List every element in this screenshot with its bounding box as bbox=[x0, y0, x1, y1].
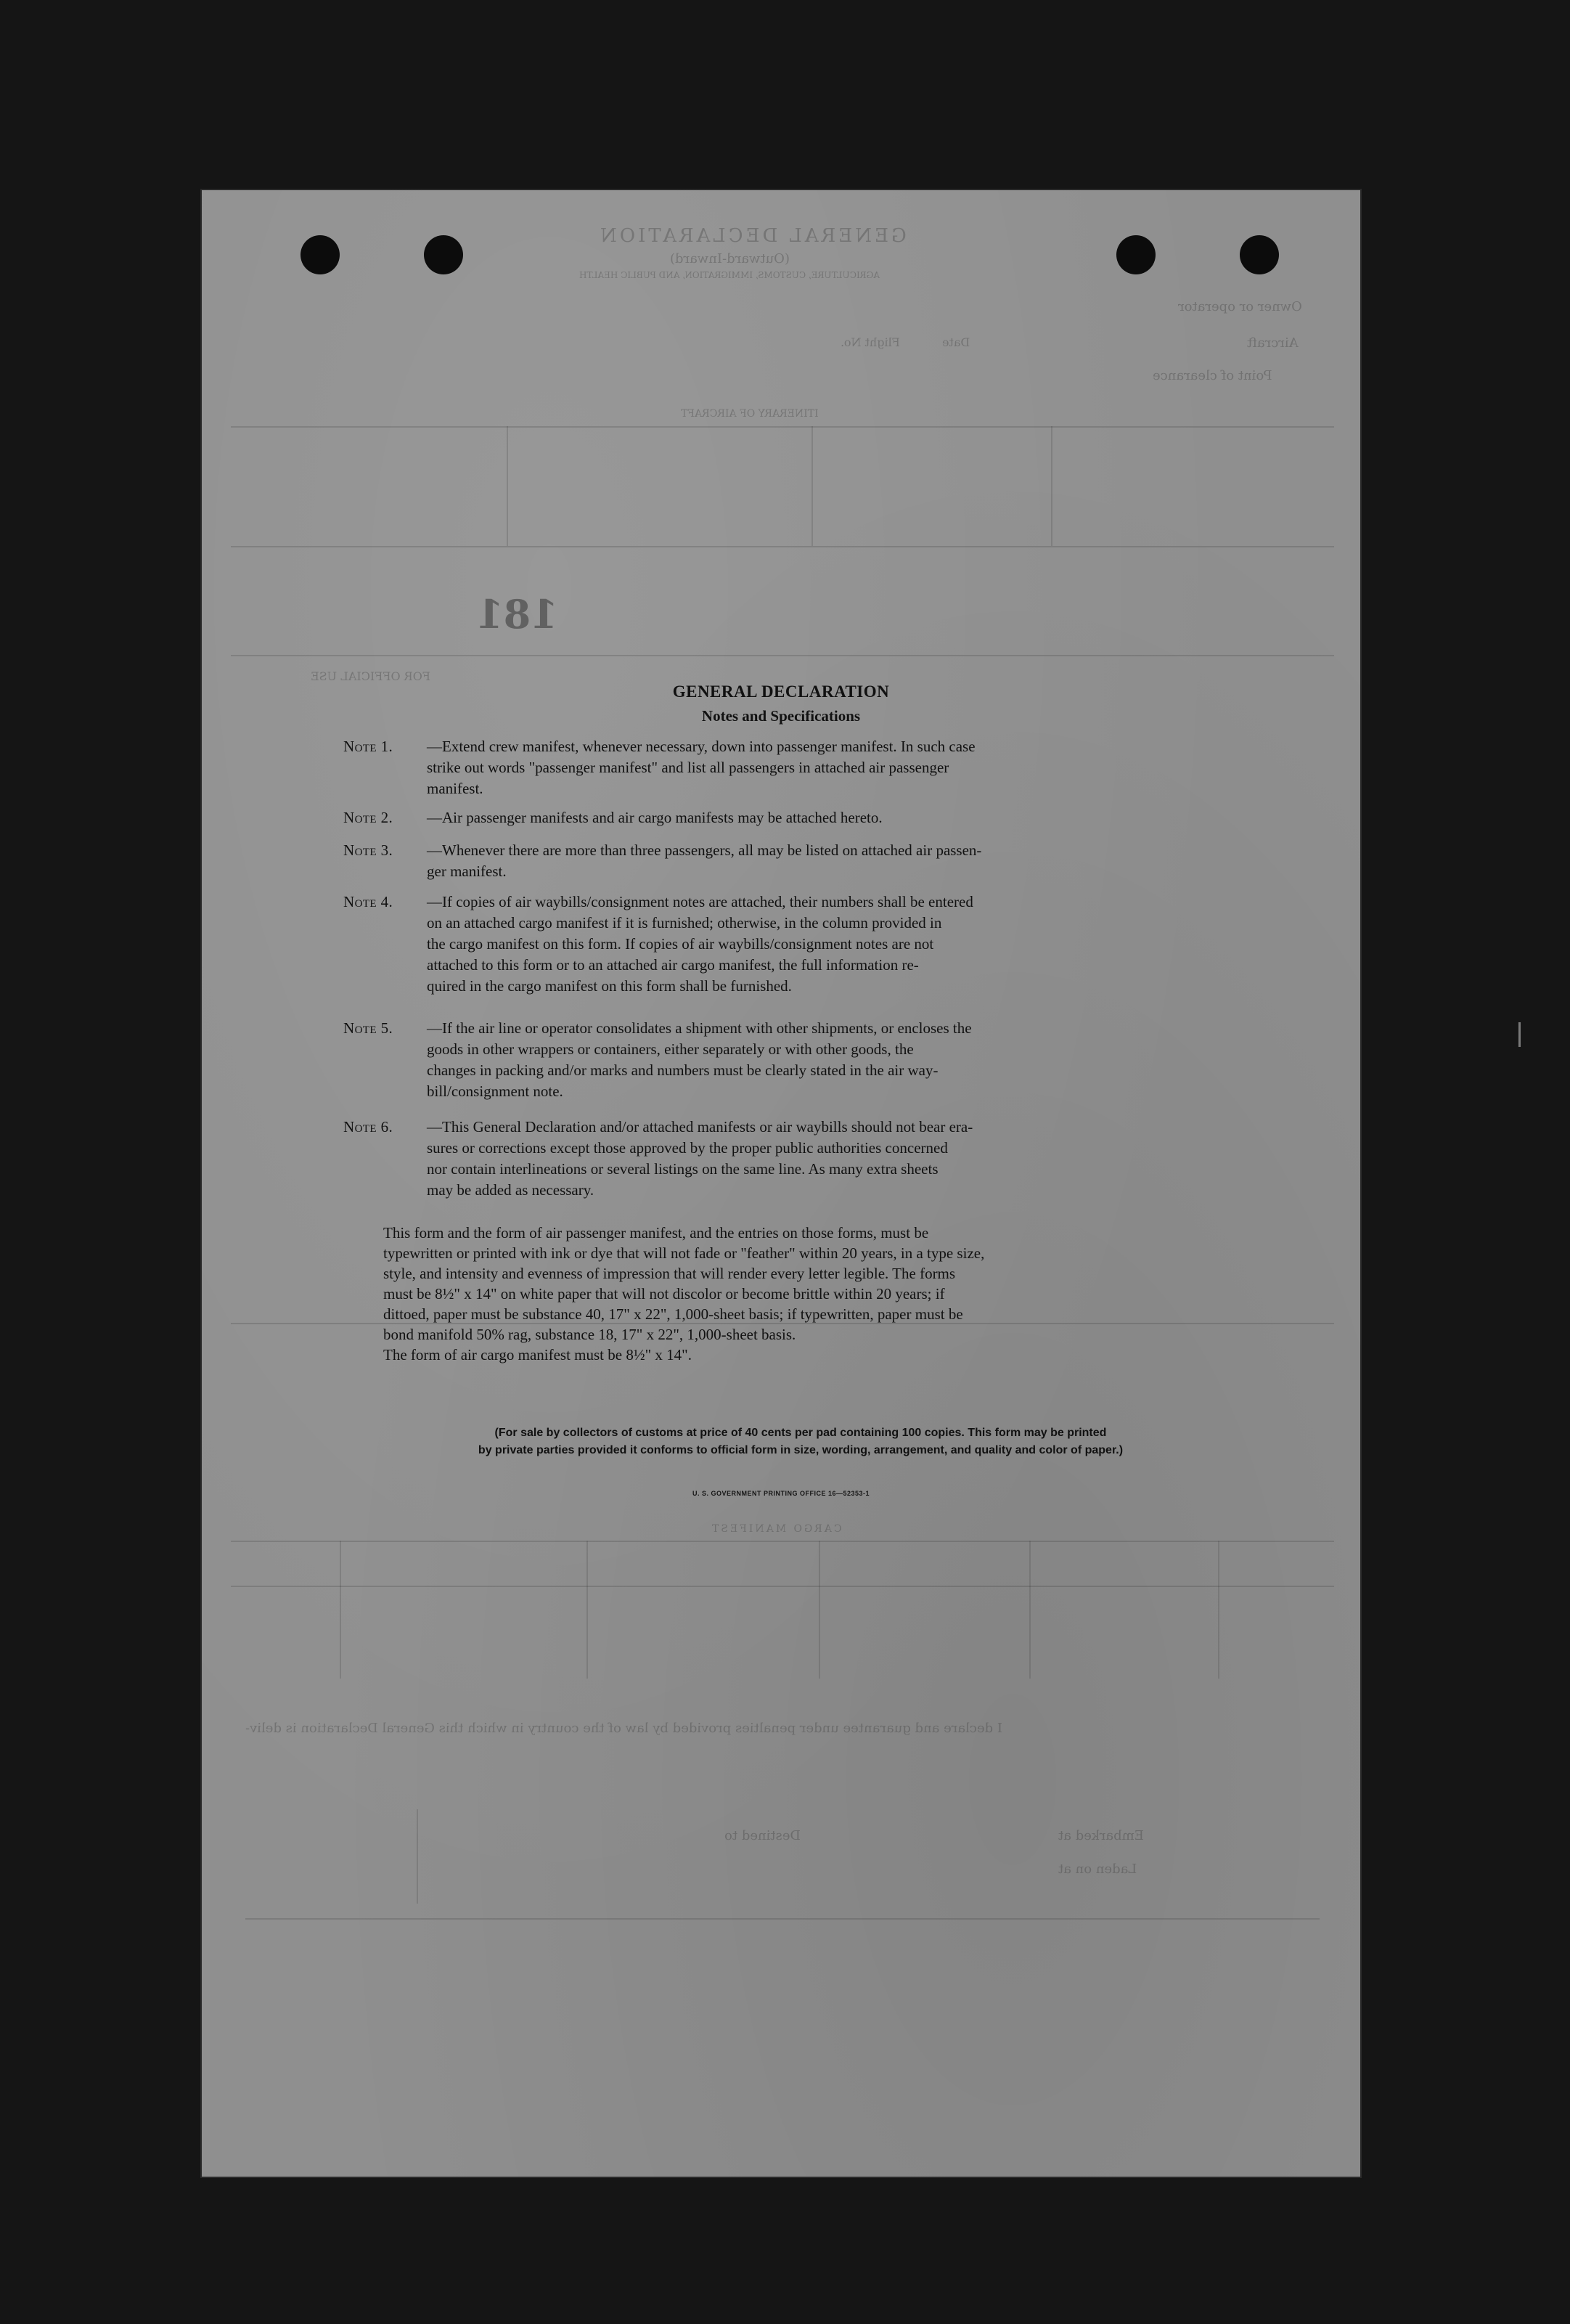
note-5-label: Note 5. bbox=[343, 1019, 393, 1037]
ghost-owner-label: Owner or operator bbox=[1178, 299, 1302, 314]
ghost-itinerary-label: ITINERARY OF AIRCRAFT bbox=[681, 408, 819, 420]
ghost-date-label: Date bbox=[942, 335, 970, 349]
printer-line: U. S. GOVERNMENT PRINTING OFFICE 16—52353-1 bbox=[692, 1490, 870, 1497]
ghost-declaration-line: I declare and guarantee under penalties provided by law of the country in which this General Declaration is deliv- bbox=[245, 1721, 1002, 1736]
ghost-rule-7 bbox=[245, 1918, 1320, 1920]
note-3-label: Note 3. bbox=[343, 841, 393, 859]
note-6 bbox=[343, 1117, 1454, 1201]
note-4-text: —If copies of air waybills/consignment notes are attached, their numbers shall be entered on an attached cargo manifest if it is furnished; otherwise, in the column provided in the cargo manifest on this form. If copies of air waybills/consignment notes are not attached to this form or to an attached air cargo manifest, the full information re- quired in the cargo manifest on this form shall be furnished. bbox=[427, 893, 973, 995]
note-4 bbox=[343, 892, 1454, 997]
ghost-col-1 bbox=[507, 426, 508, 546]
ghost-rule-1 bbox=[231, 426, 1334, 428]
ghost-cargo-manifest: CARGO MANIFEST bbox=[710, 1523, 842, 1535]
ghost-clearance-label: Point of clearance bbox=[1153, 368, 1272, 383]
ghost-aircraft-label: Aircraft bbox=[1247, 335, 1299, 351]
note-2 bbox=[343, 807, 1454, 828]
ghost-col-4 bbox=[340, 1541, 341, 1679]
ghost-rule-6 bbox=[231, 1586, 1334, 1587]
scan-edge-mark bbox=[1518, 1022, 1521, 1047]
note-5-text: —If the air line or operator consolidates a shipment with other shipments, or encloses the goods in other wrappers or containers, either separately or with other goods, the changes in packing and/or marks and numbers must be clearly stated in the air way- bill/consignment note. bbox=[427, 1019, 972, 1100]
document-page bbox=[202, 190, 1360, 2177]
document-subheading: Notes and Specifications bbox=[701, 707, 861, 725]
document-heading: GENERAL DECLARATION bbox=[672, 682, 890, 701]
ghost-col-5 bbox=[586, 1541, 588, 1679]
punch-hole-right-1 bbox=[1116, 235, 1156, 274]
ghost-rule-5 bbox=[231, 1541, 1334, 1542]
ghost-col-3 bbox=[1051, 426, 1052, 546]
ghost-rule-2 bbox=[231, 546, 1334, 547]
note-6-label: Note 6. bbox=[343, 1118, 393, 1136]
ghost-sheet-number: 181 bbox=[476, 591, 558, 637]
punch-hole-right-2 bbox=[1240, 235, 1279, 274]
ghost-rule-3 bbox=[231, 655, 1334, 656]
form-specification-paragraph: This form and the form of air passenger manifest, and the entries on those forms, must be typewritten or printed with ink or dye that will not fade or "feather" within 20 years, in a type size, style, and intensity and evenness of impression that will render every letter legible. The forms must be 8½" x 14" on white paper that will not discolor or become brittle within 20 years; if dittoed, paper must be substance 40, 17" x 22", 1,000-sheet basis; if typewritten, paper must be bond manifold 50% rag, substance 18, 17" x 22", 1,000-sheet basis. The form of air cargo manifest must be 8½" x 14". bbox=[383, 1224, 985, 1363]
punch-hole-left-2 bbox=[424, 235, 463, 274]
note-1-label: Note 1. bbox=[343, 738, 393, 755]
ghost-col-6 bbox=[819, 1541, 820, 1679]
ghost-col-8 bbox=[1218, 1541, 1219, 1679]
ghost-subtitle: (Outward-Inward) bbox=[670, 251, 790, 266]
note-5 bbox=[343, 1018, 1454, 1102]
note-6-text: —This General Declaration and/or attached manifests or air waybills should not bear era- sures or corrections except those approved by the proper public authorities concerned nor contain interlineations or several listings on the same line. As many extra sheets may be added as necessary. bbox=[427, 1118, 973, 1199]
ghost-laden-label: Laden on at bbox=[1058, 1862, 1137, 1877]
ghost-embarked-label: Embarked at bbox=[1058, 1828, 1144, 1843]
note-1-text: —Extend crew manifest, whenever necessary, down into passenger manifest. In such case strike out words "passenger manifest" and list all passengers in attached air passenger manifest. bbox=[427, 738, 976, 797]
note-4-label: Note 4. bbox=[343, 893, 393, 910]
ghost-flight-label: Flight No. bbox=[841, 335, 900, 349]
ghost-agency-line: AGRICULTURE, CUSTOMS, IMMIGRATION, AND PUBLIC HEALTH bbox=[579, 270, 880, 280]
note-3 bbox=[343, 840, 1454, 882]
note-3-text: —Whenever there are more than three passengers, all may be listed on attached air passen- ger manifest. bbox=[427, 841, 982, 880]
note-1 bbox=[343, 736, 1454, 799]
ghost-col-2 bbox=[811, 426, 813, 546]
ghost-col-7 bbox=[1029, 1541, 1031, 1679]
ghost-title: GENERAL DECLARATION bbox=[597, 225, 907, 247]
note-2-label: Note 2. bbox=[343, 809, 393, 826]
punch-hole-left-1 bbox=[300, 235, 340, 274]
ghost-official-use: FOR OFFICIAL USE bbox=[311, 669, 430, 683]
note-2-text: —Air passenger manifests and air cargo manifests may be attached hereto. bbox=[427, 809, 883, 826]
ghost-col-9 bbox=[417, 1809, 418, 1904]
sale-notice: (For sale by collectors of customs at price of 40 cents per pad containing 100 copies. This form may be printed by private parties provided it conforms to official form in size, wording, arrangement, and quality and color of paper.) bbox=[478, 1427, 1124, 1456]
ghost-destined-label: Destined to bbox=[724, 1828, 801, 1843]
